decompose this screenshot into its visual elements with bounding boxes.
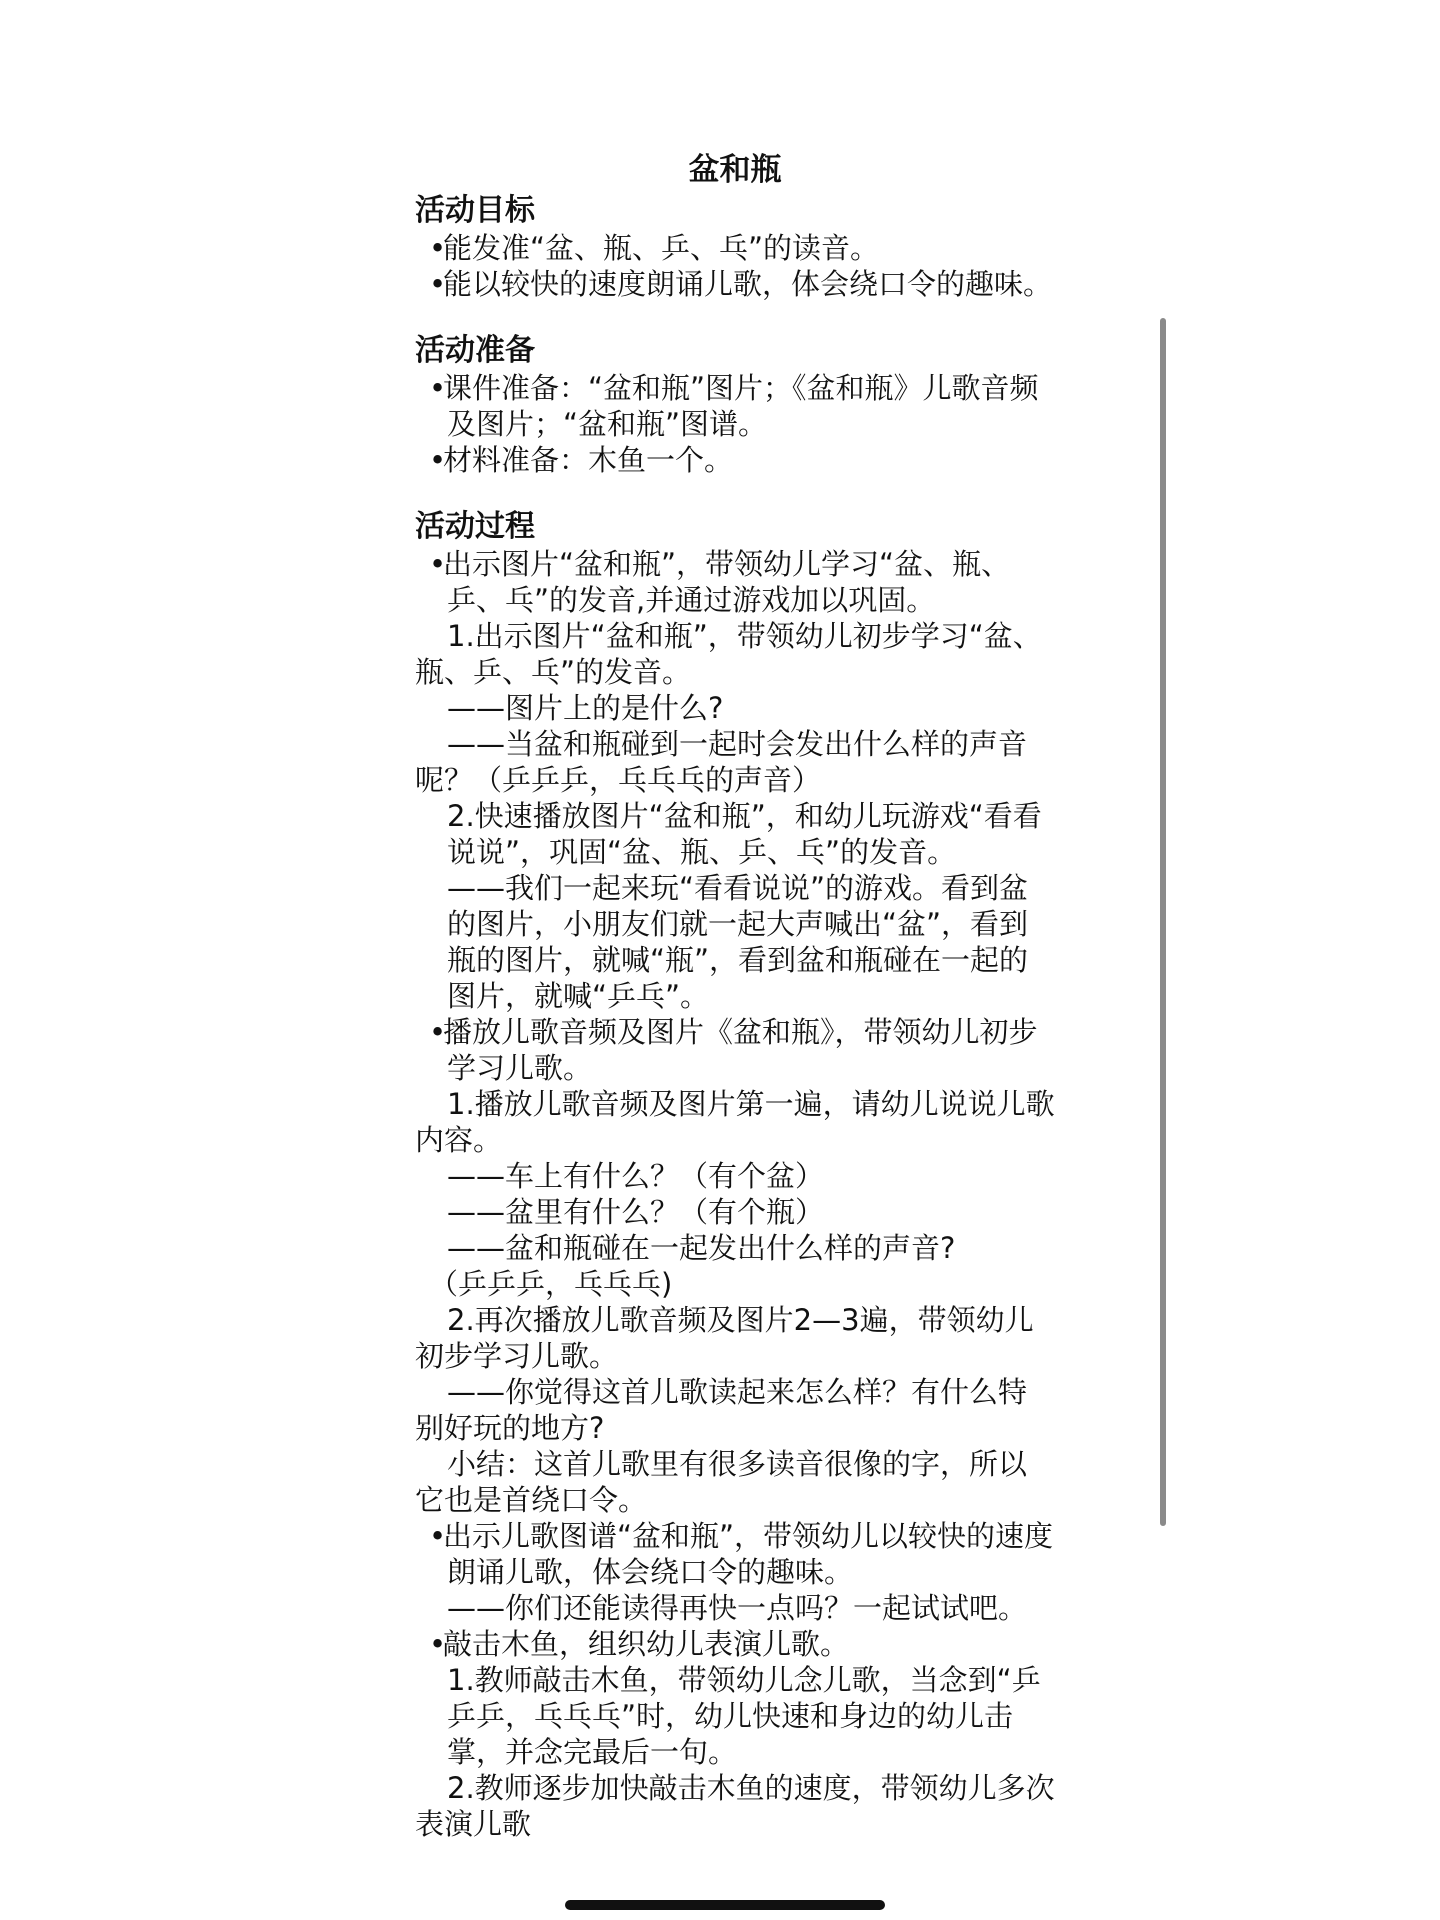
section-heading-goal: 活动目标	[415, 193, 535, 228]
goal-bullet-2: •能以较快的速度朗诵儿歌，体会绕口令的趣味。	[429, 267, 1053, 301]
bullet-dot: •	[429, 443, 447, 477]
process-1-step-1: 1.出示图片“盆和瓶”，带领幼儿初步学习“盆、瓶、乒、乓”的发音。	[415, 619, 1042, 689]
process-2-question-1: ——车上有什么？（有个盆）	[447, 1159, 825, 1193]
process-1-question-3: ——我们一起来玩“看看说说”的游戏。看到盆的图片，小朋友们就一起大声喊出“盆”，看到瓶的图片，就喊“瓶”，看到盆和瓶碰在一起的图片，就喊“乒乓”。	[447, 871, 1029, 1013]
process-2-step-2: 2.再次播放儿歌音频及图片2—3遍，带领幼儿初步学习儿歌。	[415, 1303, 1034, 1373]
process-2-question-3: ——盆和瓶碰在一起发出什么样的声音?	[447, 1231, 956, 1265]
bullet-dot: •	[429, 371, 447, 405]
process-2-summary: 小结：这首儿歌里有很多读音很像的字，所以它也是首绕口令。	[415, 1447, 1028, 1517]
goal-bullet-1: •能发准“盆、瓶、乒、乓”的读音。	[429, 231, 880, 265]
process-bullet-2: •播放儿歌音频及图片《盆和瓶》，带领幼儿初步学习儿歌。	[429, 1015, 1038, 1085]
section-heading-process: 活动过程	[415, 509, 535, 544]
process-bullet-1: •出示图片“盆和瓶”，带领幼儿学习“盆、瓶、乒、乓”的发音,并通过游戏加以巩固。	[429, 547, 1011, 617]
bullet-dot: •	[429, 267, 447, 301]
spacer	[415, 478, 1055, 508]
home-indicator[interactable]	[565, 1900, 885, 1910]
process-2-question-2: ——盆里有什么？（有个瓶）	[447, 1195, 825, 1229]
section-heading-prep: 活动准备	[415, 333, 535, 368]
document-title: 盆和瓶	[688, 152, 782, 188]
process-4-step-1: 1.教师敲击木鱼，带领幼儿念儿歌，当念到“乒乒乒，乓乓乓”时，幼儿快速和身边的幼儿击掌，并念完最后一句。	[447, 1663, 1041, 1769]
bullet-dot: •	[429, 547, 447, 581]
process-1-question-1: ——图片上的是什么?	[447, 691, 724, 725]
process-1-step-2: 2.快速播放图片“盆和瓶”，和幼儿玩游戏“看看说说”，巩固“盆、瓶、乒、乓”的发音。	[447, 799, 1042, 869]
process-4-step-2: 2.教师逐步加快敲击木鱼的速度，带领幼儿多次表演儿歌	[415, 1771, 1055, 1841]
vertical-scrollbar[interactable]	[1160, 318, 1166, 1526]
process-2-answer-3: （乒乒乒，乓乓乓)	[429, 1267, 673, 1301]
bullet-dot: •	[429, 1015, 447, 1049]
prep-bullet-2: •材料准备：木鱼一个。	[429, 443, 734, 477]
prep-bullet-1: •课件准备：“盆和瓶”图片；《盆和瓶》儿歌音频及图片；“盆和瓶”图谱。	[429, 371, 1039, 441]
process-3-question-1: ——你们还能读得再快一点吗？一起试试吧。	[447, 1591, 1028, 1625]
document	[415, 150, 1055, 1842]
bullet-dot: •	[429, 1627, 447, 1661]
process-2-step-1: 1.播放儿歌音频及图片第一遍，请幼儿说说儿歌内容。	[415, 1087, 1055, 1157]
bullet-dot: •	[429, 231, 447, 265]
process-bullet-4: •敲击木鱼，组织幼儿表演儿歌。	[429, 1627, 850, 1661]
spacer	[415, 302, 1055, 332]
process-2-question-4: ——你觉得这首儿歌读起来怎么样？有什么特别好玩的地方?	[415, 1375, 1028, 1445]
process-bullet-3: •出示儿歌图谱“盆和瓶”，带领幼儿以较快的速度朗诵儿歌，体会绕口令的趣味。	[429, 1519, 1054, 1589]
process-1-question-2: ——当盆和瓶碰到一起时会发出什么样的声音呢？（乒乒乒，乓乓乓的声音）	[415, 727, 1028, 797]
bullet-dot: •	[429, 1519, 447, 1553]
